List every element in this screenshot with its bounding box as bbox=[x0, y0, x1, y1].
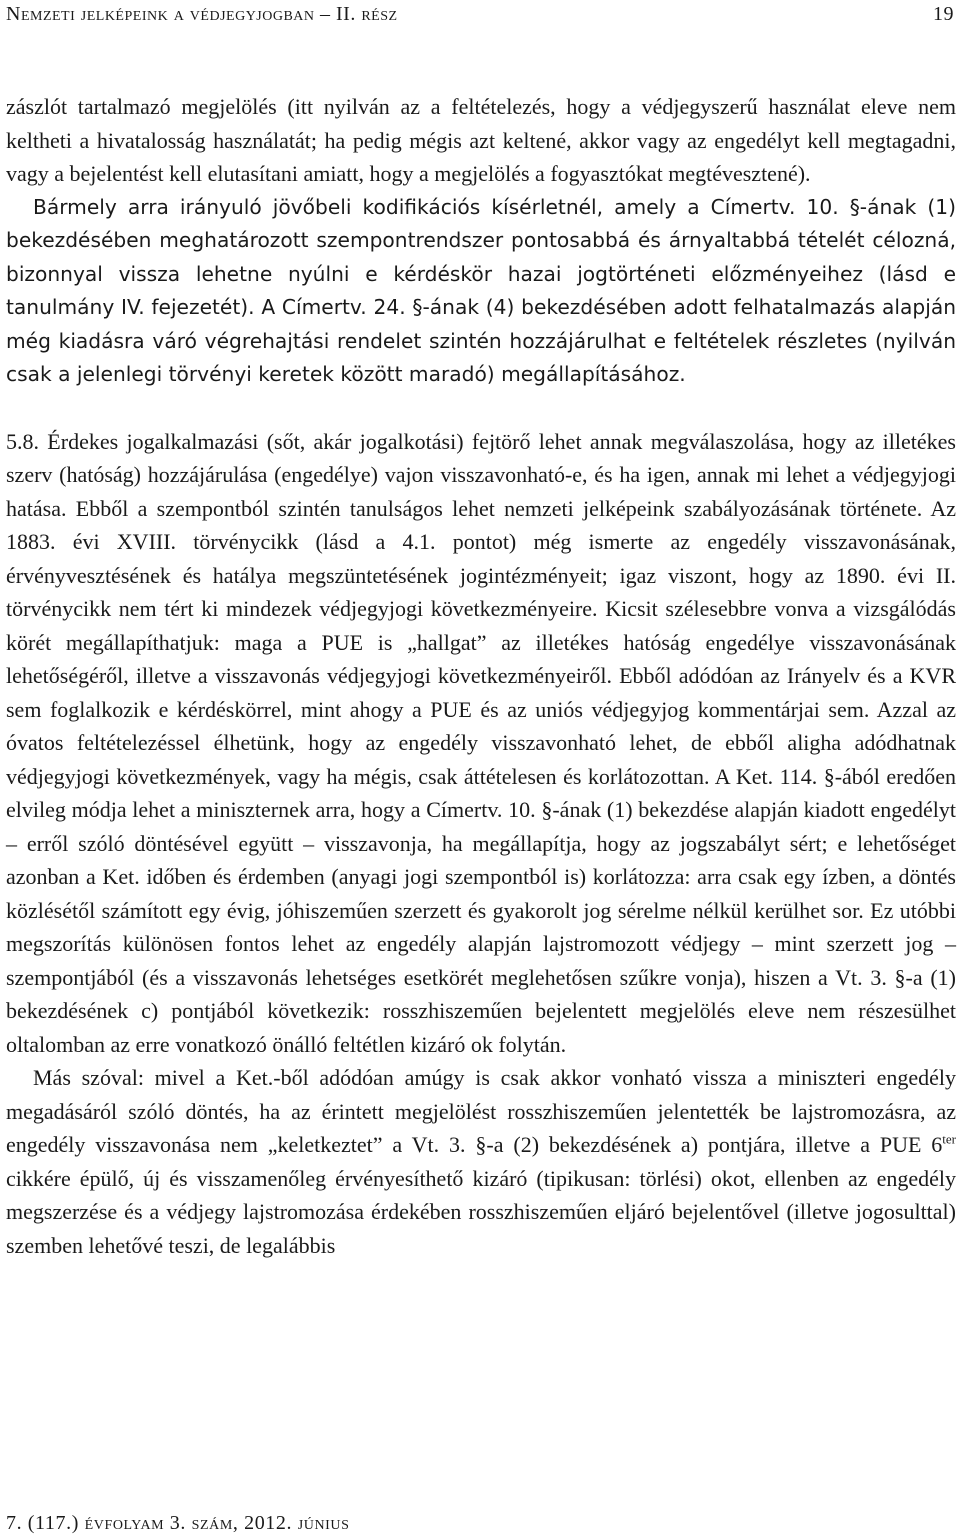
paragraph-other-words bbox=[6, 1061, 956, 1262]
running-title: Nemzeti jelképeink a védjegyjogban – II. rész bbox=[6, 3, 398, 25]
body-text bbox=[6, 90, 956, 1262]
document-page bbox=[6, 0, 956, 1539]
paragraph-codification: Bármely arra irányuló jövőbeli kodifikációs kísérletnél, amely a Címertv. 10. §-ának (1) bekezdésében meghatározott szempontrendszer pontosabbá és árnyaltabbá tételét célozná, bizonnyal vissza lehetne nyúlni e kérdéskör hazai jogtörténeti előzményeihez (lásd e tanulmány IV. fejezetét). A Címertv. 24. §-ának (4) bekezdésében adott felhatalmazás alapján még kiadásra váró végrehajtási rendelet szintén hozzájárulhat e feltételek részletes (nyilván csak a jelenlegi törvényi keretek között maradó) megállapításához. bbox=[6, 194, 956, 386]
page-number: 19 bbox=[933, 3, 954, 25]
paragraph-section-5-8: 5.8. Érdekes jogalkalmazási (sőt, akár jogalkotási) fejtörő lehet annak megválaszolása, hogy az illetékes szerv (hatóság) hozzájárulása (engedélye) vajon visszavonható-e, és ha igen, annak mi lehet a védjegyjogi hatása. Ebből a szempontból szintén tanulságos lehet nemzeti jelképeink szabályozásának története. Az 1883. évi XVIII. törvénycikk (lásd a 4.1. pontot) még ismerte az engedély visszavonásának, érvényvesztésének és hatálya megszüntetésének jogintézményeit; igaz viszont, hogy az 1890. évi II. törvénycikk nem tért ki mindezek védjegyjogi következményeire. Kicsit szélesebbre vonva a vizsgálódás körét megállapíthatjuk: maga a PUE is „hallgat” az illetékes hatóság engedélye visszavonásának lehetőségéről, illetve a visszavonás védjegyjogi következményeiről. Ebből adódóan az Irányelv és a KVR sem foglalkozik e kérdéskörrel, mint ahogy a PUE és az uniós védjegyjog kommentárjai sem. Azzal az óvatos feltételezéssel élhetünk, hogy az engedély visszavonható lehet, de ebből aligha adódhatnak védjegyjogi következmények, vagy ha mégis, csak áttételesen és korlátozottan. A Ket. 114. §-ából eredően elvileg módja lehet a miniszternek arra, hogy a Címertv. 10. §-ának (1) bekezdése alapján kiadott engedélyt – erről szóló döntésével együtt – visszavonja, ha megállapítja, hogy az jogszabályt sért; e lehetőséget azonban a Ket. időben és érdemben (anyagi jogi szempontból is) korlátozza: arra csak egy ízben, a döntés közlésétől számított egy évig, jóhiszeműen szerzett és gyakorolt jog sérelme nélkül kerülhet sor. Ez utóbbi megszorítás különösen fontos lehet az engedély alapján lajstromozott védjegy – mint szerzett jog – szempontjából (és a visszavonás lehetséges esetkörét meglehetősen szűkre vonja), hiszen a Vt. 3. §-a (1) bekezdésének c) pontjából következik: rosszhiszeműen bejelentett megjelölés eleve nem részesülhet oltalomban az erre vonatkozó önálló feltétlen kizáró ok folytán. bbox=[6, 428, 956, 1057]
paragraph-text-before-sup: Más szóval: mivel a Ket.-ből adódóan amúgy is csak akkor vonható vissza a miniszteri engedély megadásáról szóló döntés, ha az érintett megjelölést rosszhiszeműen jelentették be lajstromozásra, az engedély visszavonása nem „keletkeztet” a Vt. 3. §-a (2) bekezdésének a) pontjára, illetve a PUE 6 bbox=[6, 1065, 956, 1157]
superscript-ter: ter bbox=[942, 1131, 956, 1147]
paragraph-continuation: zászlót tartalmazó megjelölés (itt nyilván az a feltételezés, hogy a védjegyszerű használat eleve nem keltheti a hivatalosság használatát; ha pedig mégis azt keltené, akkor vagy az engedélyt kell megtagadni, vagy a bejelentést kell elutasítani amiatt, hogy a megjelölés a fogyasztókat megtévesztené). bbox=[6, 94, 956, 186]
paragraph-text-after-sup: cikkére épülő, új és visszamenőleg érvényesíthető kizáró (tipikusan: törlési) okot, ellenben az engedély megszerzése és a védjegy lajstromozása érdekében rosszhiszeműen eljáró bejelentővel (illetve jogosulttal) szemben lehetővé teszi, de legalábbis bbox=[6, 1165, 956, 1258]
running-header bbox=[6, 3, 956, 26]
running-footer: 7. (117.) évfolyam 3. szám, 2012. június bbox=[6, 1512, 350, 1534]
